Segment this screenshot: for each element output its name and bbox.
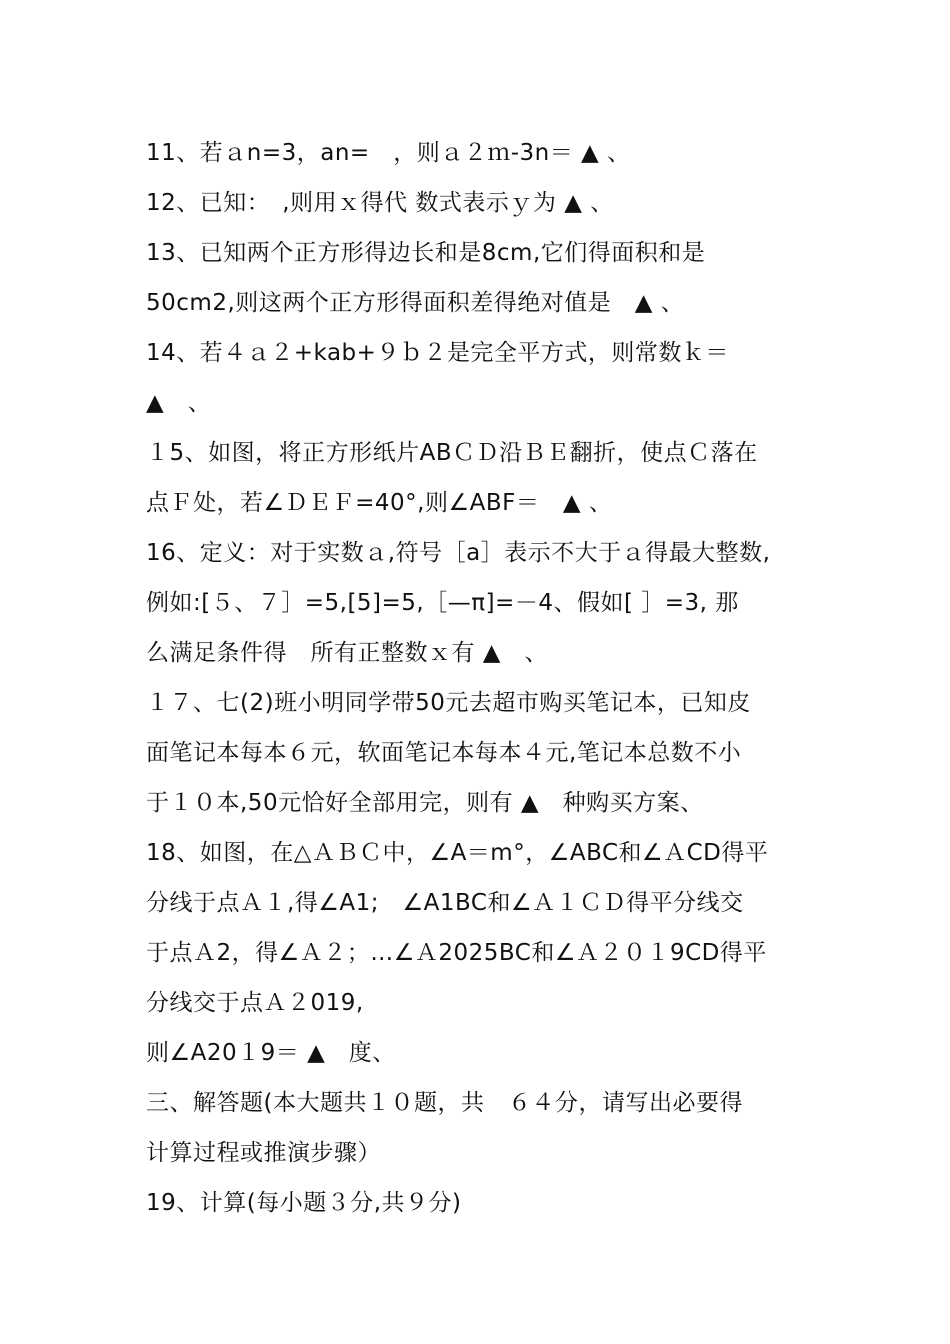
question-16-line-2: 例如:[５、７］=5,[5]=5,［—π]=－4、假如[ ］=3, 那 <box>146 590 739 616</box>
question-18-line-3: 于点Ａ2，得∠Ａ２；…∠Ａ2025BC和∠Ａ２０１9CD得平 <box>146 940 767 966</box>
question-12-line: 12、已知： ,则用ｘ得代 数式表示ｙ为 ▲ 、 <box>146 190 614 216</box>
question-18-line-2: 分线于点Ａ１,得∠A1; ∠A1BC和∠Ａ１ＣＤ得平分线交 <box>146 890 744 916</box>
question-18-line-5: 则∠A20１9＝ ▲ 度、 <box>146 1040 396 1066</box>
question-15-line-1: １5、如图，将正方形纸片ABＣＤ沿ＢＥ翻折，使点Ｃ落在 <box>146 440 758 466</box>
question-16-line-1: 16、定义：对于实数ａ,符号［a］表示不大于ａ得最大整数, <box>146 540 771 566</box>
question-13-line-2: 50cm2,则这两个正方形得面积差得绝对值是 ▲ 、 <box>146 290 685 316</box>
question-18-line-4: 分线交于点Ａ２019, <box>146 990 364 1016</box>
question-14-line-2: ▲ 、 <box>146 390 212 416</box>
question-17-line-2: 面笔记本每本６元，软面笔记本每本４元,笔记本总数不小 <box>146 740 742 766</box>
question-17-line-3: 于１０本,50元恰好全部用完，则有 ▲ 种购买方案、 <box>146 790 704 816</box>
question-19-line: 19、计算(每小题３分,共９分) <box>146 1190 462 1216</box>
question-18-line-1: 18、如图，在△ＡＢＣ中，∠A＝m°，∠ABC和∠ＡCD得平 <box>146 840 769 866</box>
question-text-block <box>146 128 826 1228</box>
question-17-line-1: １７、七(2)班小明同学带50元去超市购买笔记本，已知皮 <box>146 690 751 716</box>
question-16-line-3: 么满足条件得 所有正整数ｘ有 ▲ 、 <box>146 640 548 666</box>
question-11-line: 11、若ａn=3，an= ，则ａ２ｍ-3n＝ ▲ 、 <box>146 140 631 166</box>
question-14-line-1: 14、若４ａ２+kab+９ｂ２是完全平方式，则常数ｋ＝ <box>146 340 729 366</box>
question-13-line-1: 13、已知两个正方形得边长和是8cm,它们得面积和是 <box>146 240 706 266</box>
question-15-line-2: 点Ｆ处，若∠ＤＥＦ=40°,则∠ABF＝ ▲ 、 <box>146 490 613 516</box>
section-3-heading-line-2: 计算过程或推演步骤） <box>146 1140 381 1166</box>
section-3-heading-line-1: 三、解答题(本大题共１０题，共 ６４分，请写出必要得 <box>146 1090 743 1116</box>
